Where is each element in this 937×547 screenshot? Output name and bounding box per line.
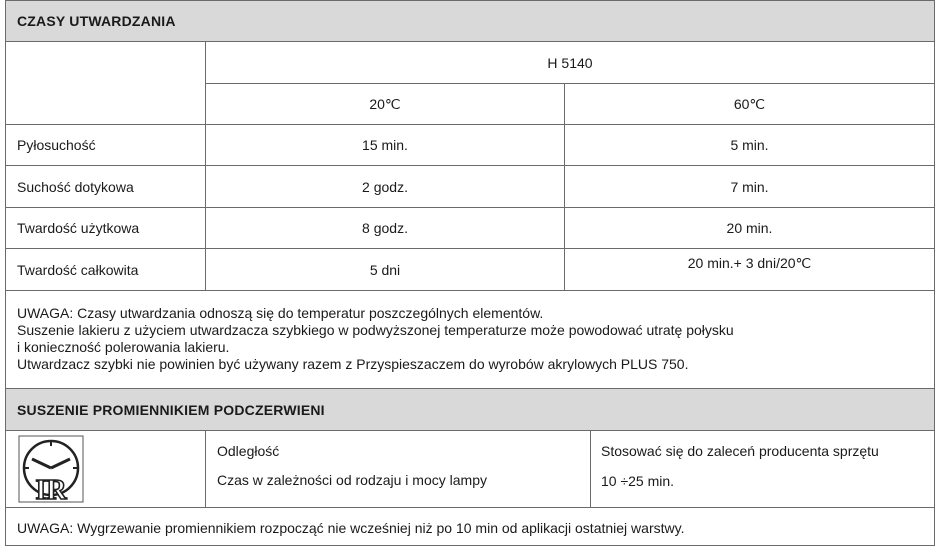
temp-20-header bbox=[205, 83, 565, 125]
temp-60-label: 60℃ bbox=[733, 95, 766, 112]
table-cell bbox=[564, 165, 935, 208]
ir-note-text: UWAGA: Wygrzewanie promiennikiem rozpocząć nie wcześniej niż po 10 min od aplikacji ostatniej warstwy. bbox=[17, 520, 685, 536]
technical-datasheet bbox=[5, 0, 935, 546]
value-touch-dry-60: 7 min. bbox=[730, 178, 769, 195]
ir-labels-cell bbox=[205, 430, 591, 508]
ir-distance-value: Stosować się do zaleceń producenta sprzętu bbox=[601, 443, 879, 459]
table-cell bbox=[205, 165, 565, 208]
row-label-touch-dry: Suchość dotykowa bbox=[17, 178, 134, 195]
table-corner-cell bbox=[5, 41, 206, 125]
table-row-label bbox=[5, 207, 206, 249]
note-line: Utwardzacz szybki nie powinien być używany razem z Przyspieszaczem do wyrobów akrylowych PLUS 750. bbox=[17, 356, 689, 372]
ir-values-cell bbox=[590, 430, 935, 508]
curing-times-title: CZASY UTWARDZANIA bbox=[17, 13, 176, 29]
row-label-working-hardness: Twardość użytkowa bbox=[17, 220, 140, 236]
table-cell bbox=[205, 124, 565, 166]
value-full-hardness-60: 20 min.+ 3 dni/20℃ bbox=[687, 255, 812, 271]
ir-icon-cell bbox=[5, 430, 206, 508]
ir-drying-note bbox=[5, 507, 935, 546]
ir-drying-title: SUSZENIE PROMIENNIKIEM PODCZERWIENI bbox=[17, 401, 325, 418]
value-full-hardness-20: 5 dni bbox=[369, 261, 401, 278]
value-working-hardness-60: 20 min. bbox=[726, 220, 773, 236]
row-label-dust-dry: Pyłosuchość bbox=[17, 137, 96, 153]
table-row-label bbox=[5, 165, 206, 208]
table-row-label bbox=[5, 124, 206, 166]
table-row-label bbox=[5, 248, 206, 291]
row-label-full-hardness: Twardość całkowita bbox=[17, 261, 139, 278]
temp-20-label: 20℃ bbox=[369, 95, 401, 112]
product-name: H 5140 bbox=[547, 54, 593, 71]
ir-time-label: Czas w zależności od rodzaju i mocy lampy bbox=[217, 472, 487, 488]
table-cell bbox=[205, 207, 565, 249]
note-line: UWAGA: Czasy utwardzania odnoszą się do temperatur poszczególnych elementów. bbox=[17, 305, 544, 321]
note-line: i konieczność polerowania lakieru. bbox=[17, 339, 230, 355]
ir-time-value: 10 ÷25 min. bbox=[601, 473, 675, 489]
ir-distance-label: Odległość bbox=[217, 443, 280, 459]
curing-times-header bbox=[5, 0, 935, 42]
ir-clock-icon bbox=[18, 435, 84, 503]
value-touch-dry-20: 2 godz. bbox=[362, 178, 408, 195]
product-header-cell bbox=[205, 41, 935, 84]
table-cell bbox=[564, 124, 935, 166]
note-line: Suszenie lakieru z użyciem utwardzacza szybkiego w podwyższonej temperaturze może powodować utratę połysku bbox=[17, 322, 734, 338]
table-cell bbox=[564, 248, 935, 291]
value-working-hardness-20: 8 godz. bbox=[362, 220, 408, 236]
curing-note bbox=[5, 290, 935, 389]
ir-drying-header bbox=[5, 388, 935, 431]
table-cell bbox=[205, 248, 565, 291]
value-dust-dry-20: 15 min. bbox=[362, 137, 408, 153]
temp-60-header bbox=[564, 83, 935, 125]
value-dust-dry-60: 5 min. bbox=[730, 137, 769, 153]
ir-icon-text: IR bbox=[35, 475, 67, 503]
table-cell bbox=[564, 207, 935, 249]
